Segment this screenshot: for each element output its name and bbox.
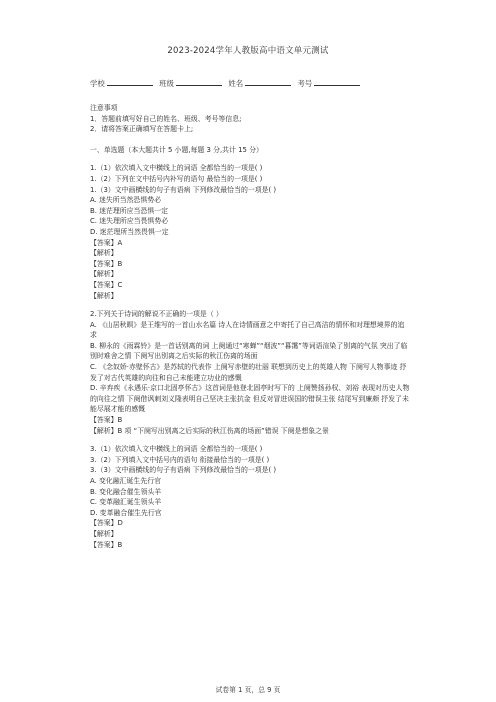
page-title: 2023-2024学年人教版高中语文单元测试 <box>167 46 329 56</box>
option-a: A. 变化融汇诞生先行官 <box>90 477 161 485</box>
q3-line: 3.（1）依次填入文中横线上的词语 全都恰当的一项是( ) <box>90 445 263 454</box>
page-footer: 试卷第 1 页，总 9 页 <box>215 686 281 694</box>
notes-title: 注意事项 <box>90 104 118 112</box>
note-item: 2．请将答案正确填写在答题卡上; <box>90 125 194 134</box>
option-c: C. 变革融汇诞生领头羊 <box>90 498 162 507</box>
analysis: 【解析】 <box>90 249 118 258</box>
option-b: B. 变化融合催生领头羊 <box>90 487 162 496</box>
exam-content <box>90 103 410 550</box>
option-b: B. 迷茫理所应当恐惧一定 <box>90 206 169 215</box>
answer: 【答案】D <box>90 519 123 528</box>
question-1 <box>90 163 410 301</box>
analysis: 【解析】 <box>90 291 118 300</box>
question-3 <box>90 444 410 550</box>
analysis: 【解析】B 项 “下阕写出别离之后实际的秋江伤离的场面”错误 下阕是想象之景 <box>90 426 329 435</box>
analysis: 【解析】 <box>90 529 118 538</box>
exam-no-blank[interactable] <box>314 78 360 86</box>
option-c: C. 《念奴娇·赤壁怀古》是苏轼的代表作 上阕写赤壁的壮丽 联想到历史上的英雄人物 下阕写人物事迹 抒发了对古代英雄的向往和自己未能建立功业的感慨 <box>90 363 407 382</box>
school-blank[interactable] <box>107 78 153 86</box>
school-label: 学校 <box>90 79 105 88</box>
answer: 【答案】C <box>90 280 123 289</box>
analysis: 【解析】 <box>90 270 118 279</box>
name-label: 姓名 <box>228 79 244 88</box>
q1-line: 1.（2）下列在文中括号内补写的语句 最恰当的一项是( ) <box>90 174 263 183</box>
section-title: 一、单选题（本大题共计 5 小题,每题 3 分,共计 15 分） <box>90 145 263 154</box>
answer: 【答案】B <box>90 416 123 425</box>
option-d: D. 迷茫理所当然畏惧一定 <box>90 227 169 236</box>
class-label: 班级 <box>159 79 174 88</box>
name-blank[interactable] <box>245 78 291 86</box>
option-d: D. 辛弃疾《永遇乐·京口北固亭怀古》这首词是他登北固亭时写下的 上阕赞扬孙权、刘裕 表现对历史人物的向往之情 下阕借讽刺刘义隆表明自己坚决主张抗金 但反对冒进误国的错误主张 结尾写到廉颇 抒发了未能尽展才能的感慨 <box>90 384 410 414</box>
student-info-row <box>90 78 364 89</box>
answer: 【答案】B <box>90 540 123 549</box>
q3-line: 3.（2）下列填入文中括号内的语句 衔接最恰当的一项是( ) <box>90 455 270 464</box>
option-a: A. 《山居秋暝》是王维写的一首山水名篇 诗人在诗情画意之中寄托了自己高洁的情怀和对理想境界的追求 <box>90 320 405 340</box>
q2-stem: 2.下列关于诗词的解说不正确的一项是（ ） <box>90 310 223 319</box>
answer: 【答案】B <box>90 259 123 268</box>
q1-line: 1.（3）文中画横线的句子有语病 下列修改最恰当的一项是( ) <box>90 185 277 194</box>
option-a: A. 迷失所当然恐惧势必 <box>90 196 161 205</box>
exam-no-label: 考号 <box>297 79 313 88</box>
question-2 <box>90 309 410 436</box>
option-b: B. 柳永的《雨霖铃》是一首话别离的词 上阕通过“寒蝉”“烟波”“暮霭”等词语渲染了别离的气氛 突出了临别时难舍之情 下阕写出别离之后实际的秋江伤离的场面 <box>90 341 408 361</box>
note-item: 1．答题前填写好自己的姓名、班级、考号等信息; <box>90 114 242 123</box>
option-d: D. 变革融合催生先行官 <box>90 508 162 517</box>
answer: 【答案】A <box>90 238 123 247</box>
option-c: C. 迷失理所应当畏惧势必 <box>90 217 169 226</box>
q1-line: 1.（1）依次填入文中横线上的词语 全都恰当的一项是( ) <box>90 164 263 173</box>
class-blank[interactable] <box>176 78 222 86</box>
q3-line: 3.（3）文中画横线的句子有语病 下列修改最恰当的一项是( ) <box>90 466 277 475</box>
